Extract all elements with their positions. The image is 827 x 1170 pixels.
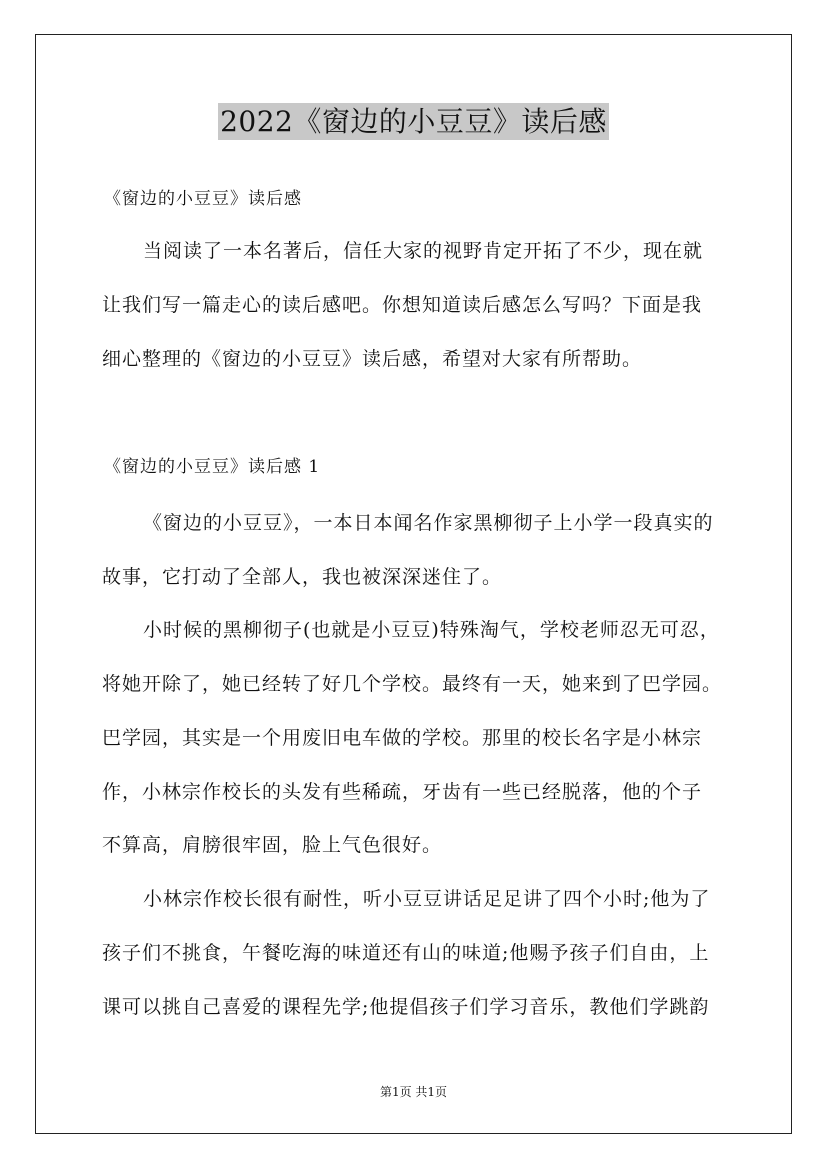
body-line: 将她开除了，她已经转了好几个学校。最终有一天，她来到了巴学园。: [102, 673, 723, 695]
body-line: 故事，它打动了全部人，我也被深深迷住了。: [102, 566, 503, 588]
body-line: 不算高，肩膀很牢固，脸上气色很好。: [102, 834, 443, 856]
body-line: 作，小林宗作校长的头发有些稀疏，牙齿有一些已经脱落，他的个子: [102, 781, 703, 803]
body-line: 小林宗作校长很有耐性，听小豆豆讲话足足讲了四个小时;他为了: [143, 888, 711, 910]
intro-line: 让我们写一篇走心的读后感吧。你想知道读后感怎么写吗？下面是我: [102, 294, 703, 316]
document-title: 2022《窗边的小豆豆》读后感: [220, 105, 607, 138]
body-line: 《窗边的小豆豆》，一本日本闻名作家黑柳彻子上小学一段真实的: [143, 512, 714, 534]
intro-line: 当阅读了一本名著后，信任大家的视野肯定开拓了不少，现在就: [143, 240, 704, 262]
intro-line: 细心整理的《窗边的小豆豆》读后感，希望对大家有所帮助。: [102, 348, 643, 370]
section-heading: 《窗边的小豆豆》读后感 1: [104, 457, 321, 477]
heading: 《窗边的小豆豆》读后感: [104, 189, 302, 209]
body-line: 课可以挑自己喜爱的课程先学;他提倡孩子们学习音乐，教他们学跳韵: [102, 996, 710, 1018]
body-line: 小时候的黑柳彻子(也就是小豆豆)特殊淘气，学校老师忍无可忍，: [143, 619, 720, 641]
page-footer: 第1页 共1页: [379, 1085, 448, 1099]
body-line: 巴学园，其实是一个用废旧电车做的学校。那里的校长名字是小林宗: [102, 727, 703, 749]
body-line: 孩子们不挑食，午餐吃海的味道还有山的味道;他赐予孩子们自由，上: [102, 942, 710, 964]
